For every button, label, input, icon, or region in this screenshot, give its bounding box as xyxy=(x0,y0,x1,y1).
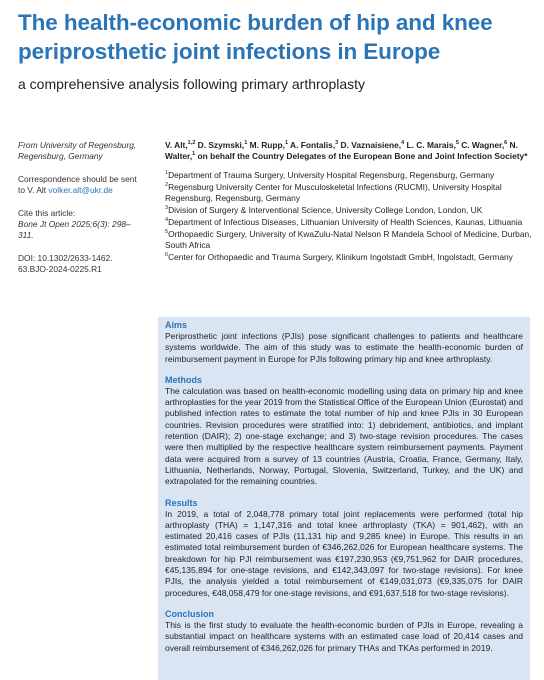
author-affiliation-marker: 1 xyxy=(284,140,289,147)
author-affiliation-marker: 5 xyxy=(455,140,459,147)
affiliation-number: 1 xyxy=(165,170,169,177)
author-name: C. Wagner, xyxy=(458,140,505,150)
correspondence-email-link[interactable]: volker.alt@ukr.de xyxy=(48,185,113,196)
paper-title: The health-economic burden of hip and knee periprosthetic joint infections in Europe xyxy=(18,10,493,64)
abstract-heading-aims: Aims xyxy=(165,320,188,330)
affiliation-item xyxy=(165,229,535,252)
author-name: V. Alt, xyxy=(165,140,188,150)
author-name: D. Vaznaisiene, xyxy=(338,140,402,150)
abstract-text-methods: The calculation was based on health-economic modelling using data on primary hip and knee arthroplasties for the year 2019 from the Statistical Office of the European Union (Eurostat) and published infection rates to estimate the total number of hip and knee PJIs in 30 European countries. Revision procedures were stratified into: 1) debridement, antibiotics, and implant retention (DAIR); 2) one-stage exchange; and 3) two-stage revision procedures. The cases were then multiplied by the respective healthcare system reimbursement payments. Payment data were acquired from a survey of 13 countries (Austria, Croatia, France, Germany, Italy, Lithuania, Netherlands, Norway, Portugal, Slovenia, Switzerland, Turkey, and the UK) and extrapolated for the remaining countries. xyxy=(165,385,523,487)
author-name: on behalf the Country Delegates of the European Bone and Joint Infection Society* xyxy=(195,151,528,162)
abstract-text-results: In 2019, a total of 2,048,778 primary total joint replacements were performed (total hip arthroplasty (THA) = 1,147,316 and total knee arthroplasty (TKA) = 901,462), with an estimated 20,416 cases of PJIs (11,131 hip and 9,285 knee) in Europe. This results in an estimated total reimbursement burden of €346,262,026 for European healthcare systems. The breakdown for hip PJI reimbursement was €197,230,953 (€9,751,962 for DAIR procedures, €45,135,894 for one-stage revisions, and €142,343,097 for two-stage revisions). For knee PJIs, the analysis yielded a total reimbursement of €149,031,073 (€9,335,075 for DAIR procedures, €48,058,479 for one-stage revisions, and €91,637,518 for two-stage revisions). xyxy=(165,508,523,598)
author-affiliation-marker: 3 xyxy=(335,140,339,147)
author-affiliation-marker: 1 xyxy=(192,151,196,158)
affiliation-text: Department of Trauma Surgery, University Hospital Regensburg, Regensburg, Germany xyxy=(168,169,495,180)
authors-column xyxy=(165,140,535,264)
citation: Bone Jt Open 2025;6(3): 298–311. xyxy=(18,219,131,241)
affiliation-number: 6 xyxy=(165,252,169,259)
abstract-heading-methods: Methods xyxy=(165,374,202,385)
author-name: D. Szymski, xyxy=(195,140,245,150)
affiliation-list xyxy=(165,170,535,264)
affiliation-item xyxy=(165,205,535,216)
author-name: A. Fontalis, xyxy=(288,140,336,150)
paper-subtitle: a comprehensive analysis following primary arthroplasty xyxy=(18,76,366,92)
affiliation-number: 2 xyxy=(165,181,169,188)
institution: From University of Regensburg, Regensburg, Germany xyxy=(18,140,137,162)
citation-block xyxy=(18,208,138,242)
doi[interactable]: DOI: 10.1302/2633-1462. 63.BJO-2024-0225.R1 xyxy=(18,252,113,275)
abstract-heading-conclusion: Conclusion xyxy=(165,608,214,619)
affiliation-item xyxy=(165,252,535,263)
author-affiliation-marker: 6 xyxy=(504,140,508,147)
affiliation-text: Department of Infectious Diseases, Lithuanian University of Health Sciences, Kaunas, Lithuania xyxy=(168,216,523,227)
author-affiliation-marker: 4 xyxy=(401,140,405,147)
affiliation-number: 5 xyxy=(165,229,169,236)
abstract-text-conclusion: This is the first study to evaluate the health-economic burden of PJIs in Europe, revealing a substantial impact on healthcare systems with an estimated case load of 20,414 cases and overall reimbursement of €346,262,026 for primary THAs and TKAs performed in 2019. xyxy=(165,619,523,653)
affiliation-number: 3 xyxy=(165,205,169,212)
abstract-text-aims: Periprosthetic joint infections (PJIs) pose significant challenges to patients and healthcare systems worldwide. The aim of this study was to estimate the health-economic burden of reimbursement payment in Europe for PJIs following primary hip and knee arthroplasty. xyxy=(165,331,523,364)
affiliation-number: 4 xyxy=(165,217,169,224)
author-name: N. Walter, xyxy=(165,140,518,162)
affiliation-text: Division of Surgery & Interventional Science, University College London, London, UK xyxy=(168,205,483,216)
correspondence-text: Correspondence should be sent to V. Alt xyxy=(18,173,137,196)
affiliation-text: Center for Orthopaedic and Trauma Surgery, Klinikum Ingolstadt GmbH, Ingolstadt, Germany xyxy=(168,252,513,263)
author-name: L. C. Marais, xyxy=(404,140,456,150)
affiliation-text: Orthopaedic Surgery, University of KwaZulu-Natal Nelson R Mandela School of Medicine, Durban, South Africa xyxy=(165,228,532,251)
affiliation-text: Regensburg University Center for Musculoskeletal Infections (RUCMI), University Hospital Regensburg, Regensburg, Germany xyxy=(165,181,502,204)
cite-label: Cite this article: xyxy=(18,207,76,218)
abstract-heading-results: Results xyxy=(165,497,198,508)
article-info-column xyxy=(18,140,138,287)
correspondence xyxy=(18,174,138,197)
author-list xyxy=(165,140,535,163)
author-name: M. Rupp, xyxy=(247,140,285,150)
abstract-box xyxy=(158,317,530,680)
author-affiliation-marker: 1 xyxy=(244,140,248,147)
affiliation-item xyxy=(165,170,535,181)
author-affiliation-marker: 1,2 xyxy=(187,140,196,147)
affiliation-item xyxy=(165,217,535,228)
affiliation-item xyxy=(165,182,535,205)
